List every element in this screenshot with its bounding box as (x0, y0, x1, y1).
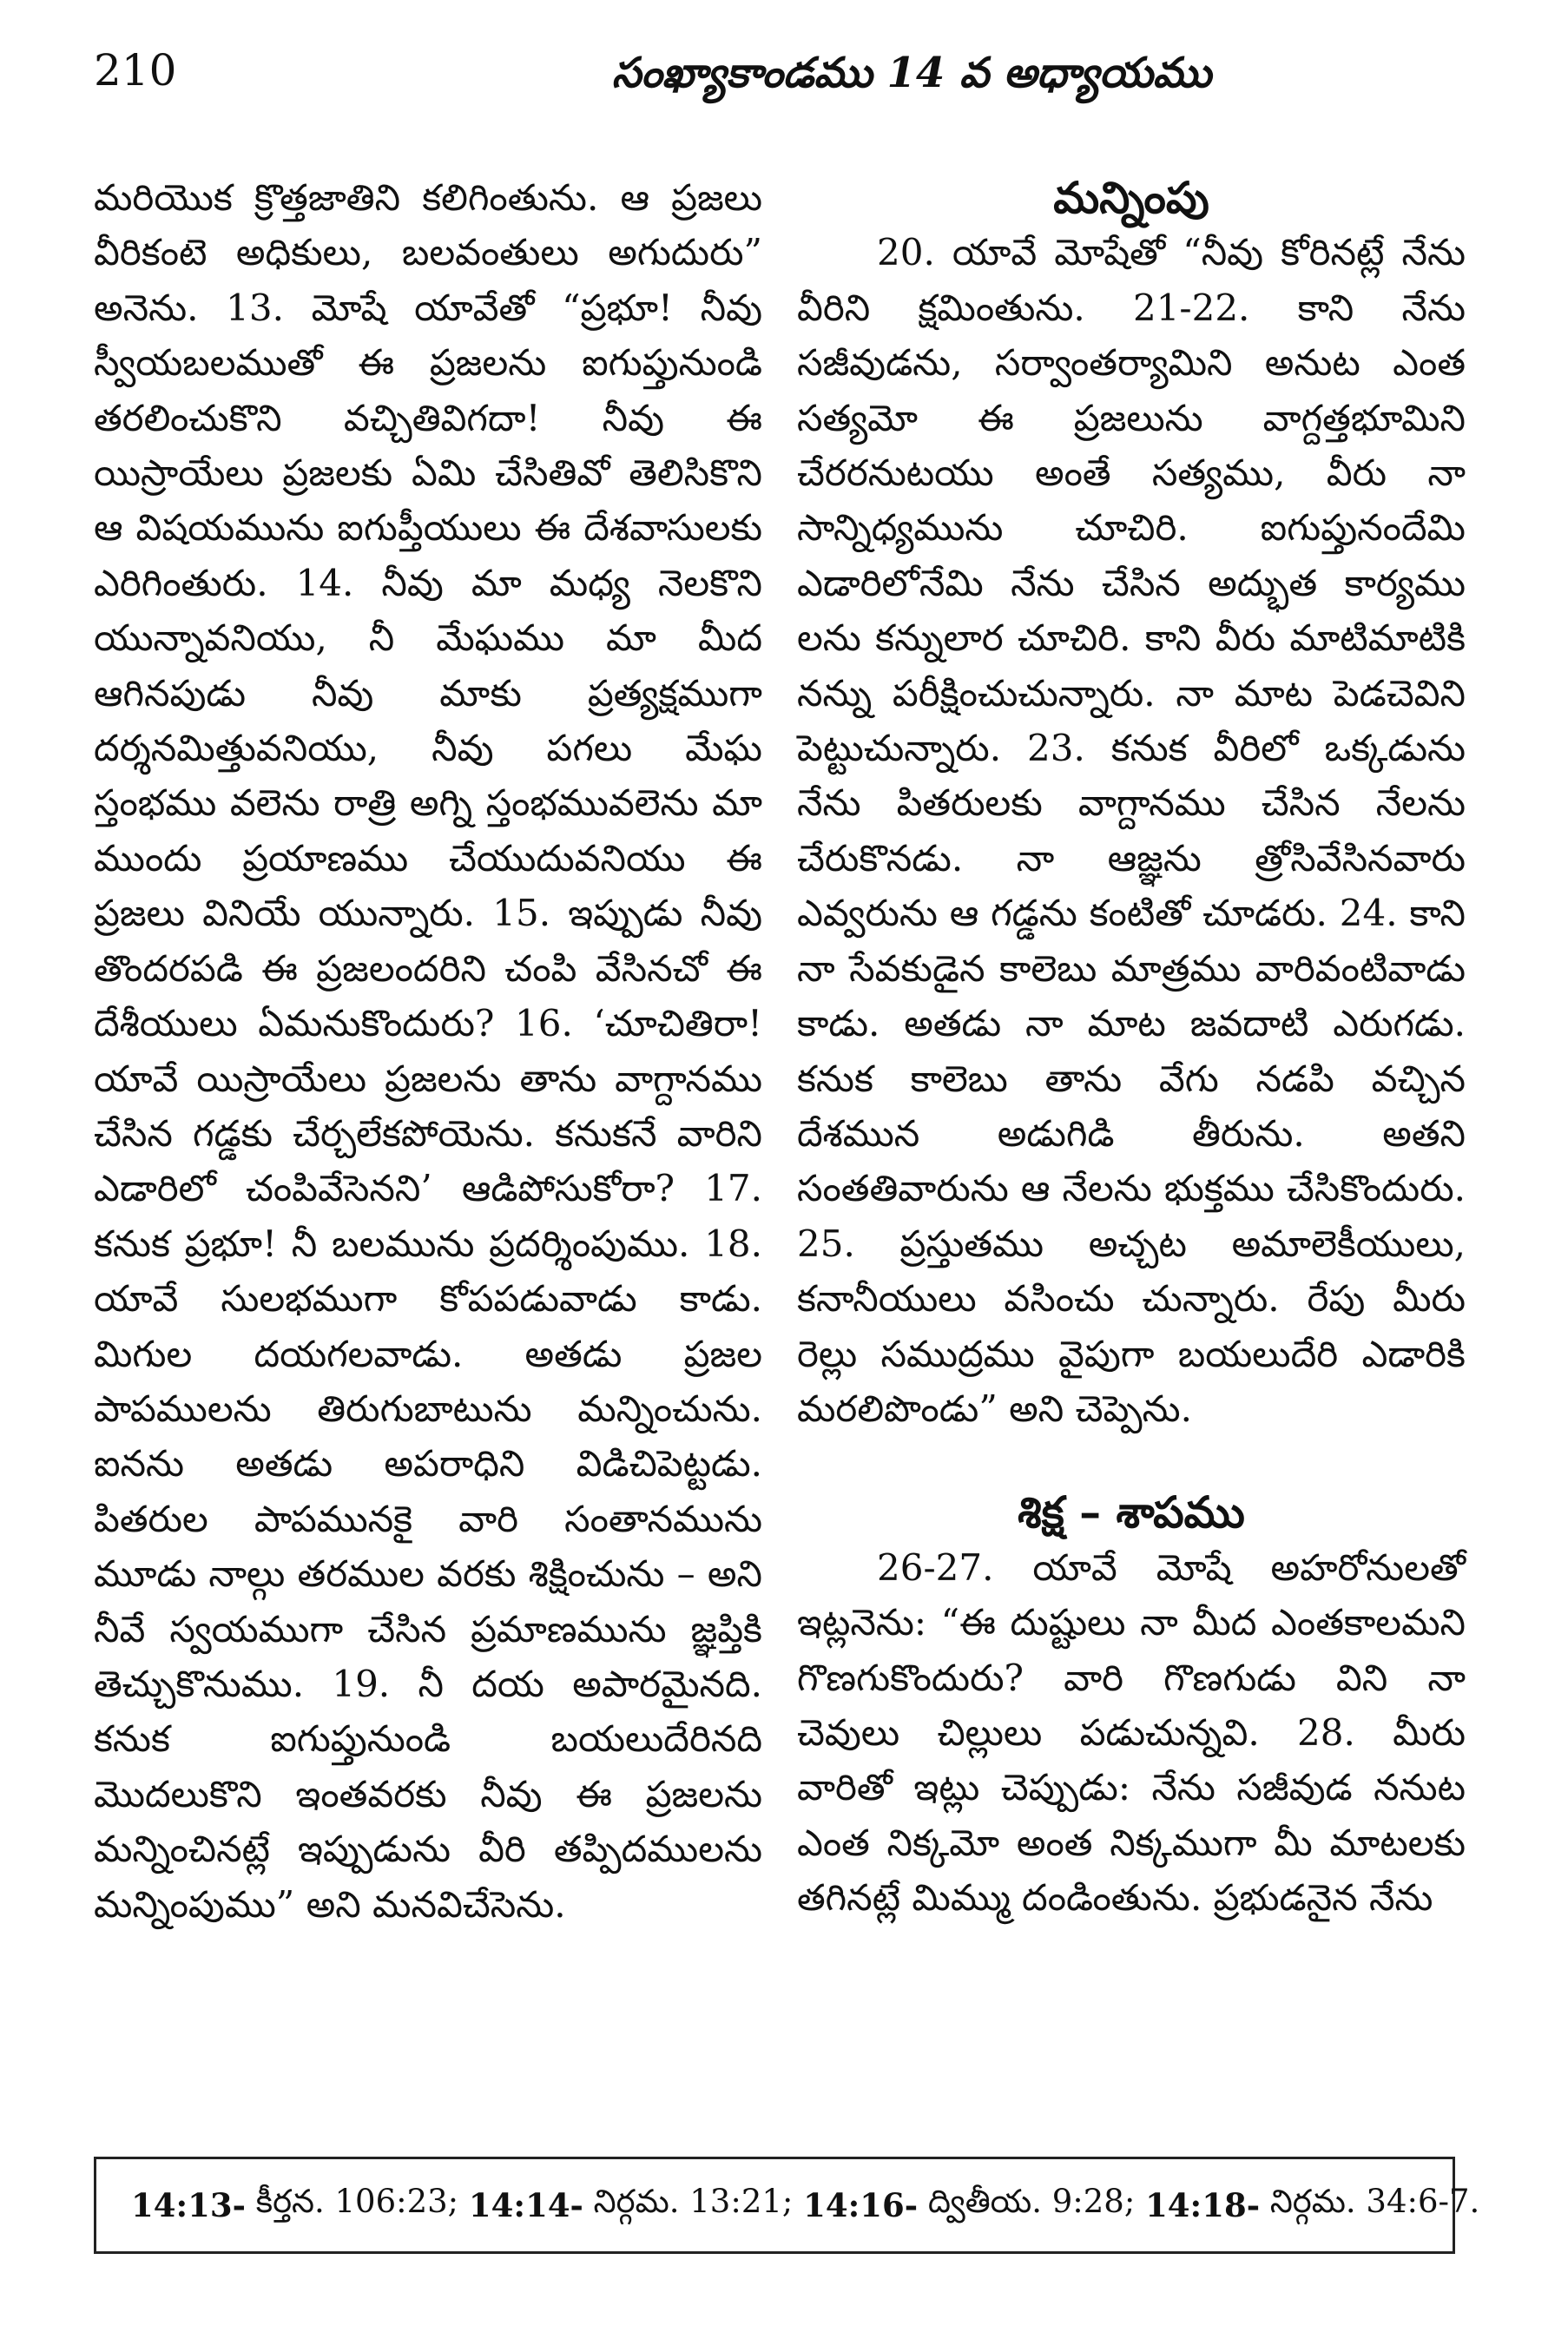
left-column (94, 170, 762, 1932)
right-column-paragraph-2: 26-27. యావే మోషే అహరోనులతో ఇట్లనెను: “ఈ దుష్టులు నా మీద ఎంతకాలమని గొణగుకొందురు? వారి గొణగుడు విని నా చెవులు చిల్లులు పడుచున్నవి. 28. మీరు వారితో ఇట్లు చెప్పుడు: నేను సజీవుడ ననుట ఎంత నిక్కమో అంత నిక్కముగా మీ మాటలకు తగినట్లే మిమ్ము దండింతును. ప్రభుడనైన నేను (797, 1545, 1466, 1920)
running-head: సంఖ్యాకాండము 14 వ అధ్యాయము (611, 49, 1212, 97)
section-heading-punishment: శిక్ష – శాపము (1018, 1486, 1245, 1538)
footnote-text: కీర్తన. 106:23; (246, 2183, 469, 2220)
footnote-box (94, 2157, 1480, 2254)
section-heading-forgiveness: మన్నింపు (1053, 172, 1209, 223)
footnote-text: ద్వితీయ. 9:28; (918, 2183, 1146, 2220)
right-column-paragraph-1: 20. యావే మోషేతో “నీవు కోరినట్లే నేను వీరిని క్షమింతును. 21-22. కాని నేను సజీవుడను, సర్వాంతర్యామిని అనుట ఎంత సత్యమో ఈ ప్రజలును వాగ్దత్తభూమిని చేరరనుటయు అంతే సత్యము, వీరు నా సాన్నిధ్యమును చూచిరి. ఐగుప్తునందేమి ఎడారిలోనేమి నేను చేసిన అద్భుత కార్యము లను కన్నులార చూచిరి. కాని వీరు మాటిమాటికి నన్ను పరీక్షించుచున్నారు. నా మాట పెడచెవిని పెట్టుచున్నారు. 23. కనుక వీరిలో ఒక్కడును నేను పితరులకు వాగ్దానము చేసిన నేలను చేరుకొనడు. నా ఆజ్ఞను త్రోసివేసినవారు ఎవ్వరును ఆ గడ్డను కంటితో చూడరు. 24. కాని నా సేవకుడైన కాలెబు మాత్రము వారివంటివాడు కాడు. అతడు నా మాట జవదాటి ఎరుగడు. కనుక కాలెబు తాను వేగు నడపి వచ్చిన దేశమున అడుగిడి తీరును. అతని సంతతివారును ఆ నేలను భుక్తము చేసికొందురు. 25. ప్రస్తుతము అచ్చట అమాలెకీయులు, కనానీయులు వసించు చున్నారు. రేపు మీరు రెల్లు సముద్రము వైపుగా బయలుదేరి ఎడారికి మరలిపొండు” అని చెప్పెను. (797, 231, 1466, 1430)
right-column (797, 170, 1466, 1926)
footnote-text: నిర్గమ. 34:6-7. (1260, 2183, 1480, 2220)
footnote-ref: 14:16- (803, 2186, 919, 2224)
footnote-text: నిర్గమ. 13:21; (583, 2183, 804, 2220)
footnote-ref: 14:18- (1145, 2186, 1261, 2224)
footnote-ref: 14:13- (131, 2186, 246, 2224)
left-column-paragraph: మరియొక క్రొత్తజాతిని కలిగింతును. ఆ ప్రజలు వీరికంటె అధికులు, బలవంతులు అగుదురు” అనెను. 13. మోషే యావేతో “ప్రభూ! నీవు స్వీయబలముతో ఈ ప్రజలను ఐగుప్తునుండి తరలించుకొని వచ్చితివిగదా! నీవు ఈ యిస్రాయేలు ప్రజలకు ఏమి చేసితివో తెలిసికొని ఆ విషయమును ఐగుప్తీయులు ఈ దేశవాసులకు ఎరిగింతురు. 14. నీవు మా మధ్య నెలకొని యున్నావనియు, నీ మేఘము మా మీద ఆగినపుడు నీవు మాకు ప్రత్యక్షముగా దర్శనమిత్తువనియు, నీవు పగలు మేఘ స్తంభము వలెను రాత్రి అగ్ని స్తంభమువలెను మా ముందు ప్రయాణము చేయుదువనియు ఈ ప్రజలు వినియే యున్నారు. 15. ఇప్పుడు నీవు తొందరపడి ఈ ప్రజలందరిని చంపి వేసినచో ఈ దేశీయులు ఏమనుకొందురు? 16. ‘చూచితిరా! యావే యిస్రాయేలు ప్రజలను తాను వాగ్దానము చేసిన గడ్డకు చేర్చలేకపోయెను. కనుకనే వారిని ఎడారిలో చంపివేసెనని’ ఆడిపోసుకోరా? 17. కనుక ప్రభూ! నీ బలమును ప్రదర్శింపుము. 18. యావే సులభముగా కోపపడువాడు కాడు. మిగుల దయగలవాడు. అతడు ప్రజల పాపములను తిరుగుబాటును మన్నించును. ఐనను అతడు అపరాధిని విడిచిపెట్టడు. పితరుల పాపమునకై వారి సంతానమును మూడు నాల్గు తరముల వరకు శిక్షించును – అని నీవే స్వయముగా చేసిన ప్రమాణమును జ్ఞప్తికి తెచ్చుకొనుము. 19. నీ దయ అపారమైనది. కనుక ఐగుప్తునుండి బయలుదేరినది మొదలుకొని ఇంతవరకు నీవు ఈ ప్రజలను మన్నించినట్లే ఇప్పుడును వీరి తప్పిదములను మన్నింపుము” అని మనవిచేసెను. (94, 176, 762, 1926)
page-number: 210 (94, 45, 177, 96)
footnote-ref: 14:14- (468, 2186, 583, 2224)
